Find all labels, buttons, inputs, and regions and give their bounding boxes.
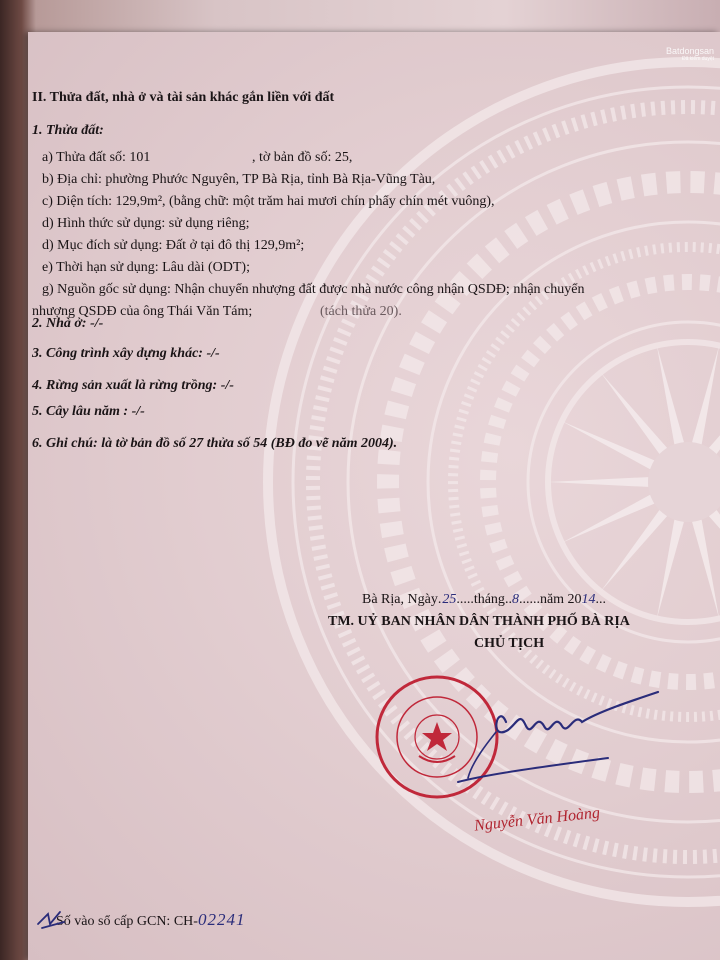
drum-star-ray [562, 421, 655, 469]
section-title: II. Thửa đất, nhà ở và tài sản khác gắn liền với đất [32, 90, 335, 105]
map-sheet: , tờ bản đồ số: 25, [252, 150, 353, 165]
date-line: Bà Rịa, Ngày.25.....tháng..8......năm 2014... [362, 592, 607, 607]
split-note: (tách thửa 20). [320, 304, 402, 319]
authority: TM. UỶ BAN NHÂN DÂN THÀNH PHỐ BÀ RỊA [328, 614, 630, 629]
address: b) Địa chỉ: phường Phước Nguyên, TP Bà Rịa, tỉnh Bà Rịa-Vũng Tàu, [42, 172, 436, 187]
production-forest: 4. Rừng sản xuất là rừng trồng: -/- [32, 378, 234, 393]
batdongsan-watermark: Batdongsan Ðã kiểm duyệt [665, 46, 714, 62]
certificate-page [28, 32, 720, 960]
perennial-trees: 5. Cây lâu năm : -/- [32, 404, 145, 419]
usage-origin: g) Nguồn gốc sử dụng: Nhận chuyển nhượng đất được nhà nước công nhận QSDĐ; nhận chuyển [42, 282, 585, 297]
signer-name: Nguyễn Văn Hoàng [473, 804, 601, 835]
usage-form: d) Hình thức sử dụng: sử dụng riêng; [42, 216, 250, 231]
drum-star-ray [601, 373, 667, 454]
land-heading: 1. Thửa đất: [32, 123, 104, 138]
drum-star-ray [601, 510, 667, 591]
notes: 6. Ghi chú: là tờ bản đồ số 27 thửa số 54 (BĐ đo vẽ năm 2004). [32, 436, 398, 451]
land-number: a) Thửa đất số: 101 [42, 150, 151, 165]
drum-star-ray [657, 520, 684, 619]
usage-purpose: d) Mục đích sử dụng: Đất ở tại đô thị 129,9m²; [42, 238, 305, 253]
usage-origin-cont: nhượng QSDĐ của ông Thái Văn Tám; [32, 304, 253, 319]
house: 2. Nhà ở: -/- [32, 316, 104, 331]
other-construction: 3. Công trình xây dựng khác: -/- [32, 346, 220, 361]
drum-star-ray [692, 346, 719, 445]
drum-star-ray [562, 495, 655, 543]
drum-star-ray [692, 520, 719, 619]
chairman-title: CHỦ TỊCH [474, 636, 545, 651]
drum-star-ray [657, 346, 684, 445]
area: c) Diện tích: 129,9m², (bằng chữ: một trăm hai mươi chín phẩy chín mét vuông), [42, 194, 495, 209]
drum-star-ray [548, 477, 648, 487]
registry-line: Số vào sổ cấp GCN: CH-02241 [56, 910, 246, 929]
handwritten-mark [34, 904, 74, 932]
usage-term: e) Thời hạn sử dụng: Lâu dài (ODT); [42, 260, 250, 275]
handwritten-signature [428, 682, 668, 792]
